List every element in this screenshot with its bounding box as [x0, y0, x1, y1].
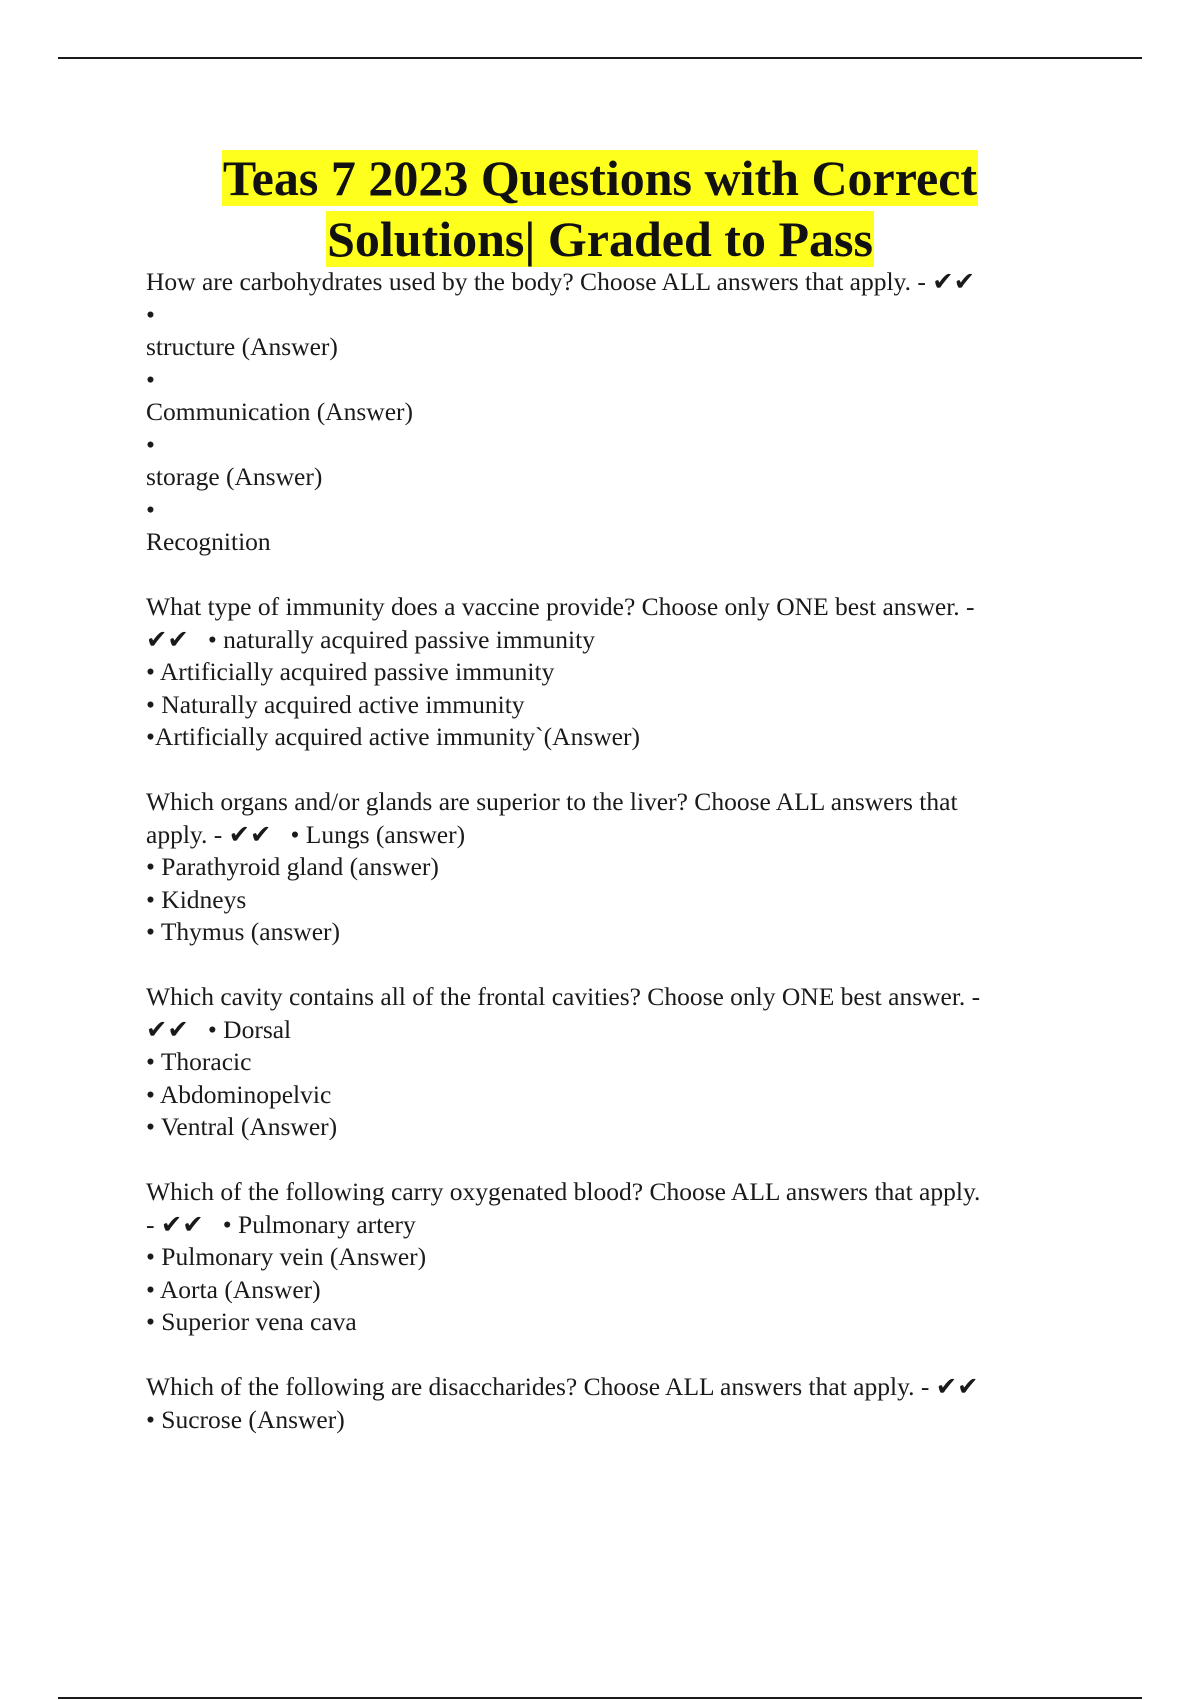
bullet-marker: •: [146, 429, 155, 459]
question-text: What type of immunity does a vaccine provide? Choose only ONE best answer. -: [146, 592, 975, 621]
answer-option: • Thymus (answer): [146, 917, 341, 946]
answer-option: • Superior vena cava: [146, 1307, 357, 1336]
question-block: [146, 786, 1086, 949]
answer-option: • Kidneys: [146, 884, 247, 914]
answer-option: • Parathyroid gland (answer): [146, 852, 439, 881]
answer-option: • Thoracic: [146, 1047, 252, 1076]
answer-option: • Sucrose (Answer): [146, 1404, 345, 1434]
answer-option: •Artificially acquired active immunity`(Answer): [146, 722, 640, 751]
question-block: [146, 1371, 1086, 1436]
title-line-2: Solutions| Graded to Pass: [327, 211, 873, 267]
spacer: [146, 559, 1086, 592]
bullet-marker: •: [146, 494, 155, 524]
question-text: Which cavity contains all of the frontal cavities? Choose only ONE best answer. -: [146, 982, 981, 1011]
question-block: [146, 591, 1086, 754]
spacer: [146, 754, 1086, 787]
answer-option: • Ventral (Answer): [146, 1112, 338, 1141]
answer-option: • Naturally acquired active immunity: [146, 689, 525, 719]
title-line-1: Teas 7 2023 Questions with Correct: [222, 150, 978, 206]
answer-option: - ✔✔ • Pulmonary artery: [146, 1209, 416, 1239]
question-text: Which of the following are disaccharides? Choose ALL answers that apply. - ✔✔: [146, 1372, 979, 1401]
question-list: [146, 266, 1086, 1436]
answer-option: • Abdominopelvic: [146, 1079, 332, 1109]
document-title: [0, 148, 1200, 270]
bottom-rule: [58, 1697, 1142, 1699]
bullet-marker: •: [146, 364, 155, 394]
spacer: [146, 1144, 1086, 1177]
answer-option: Communication (Answer): [146, 397, 413, 426]
spacer: [146, 949, 1086, 982]
top-rule: [58, 57, 1142, 59]
question-text: How are carbohydrates used by the body? Choose ALL answers that apply. - ✔✔: [146, 267, 975, 296]
answer-option: structure (Answer): [146, 332, 338, 361]
question-block: [146, 1176, 1086, 1339]
answer-option: apply. - ✔✔ • Lungs (answer): [146, 819, 466, 849]
question-text: Which of the following carry oxygenated blood? Choose ALL answers that apply.: [146, 1177, 981, 1206]
answer-option: ✔✔ • Dorsal: [146, 1014, 292, 1044]
answer-option: • Aorta (Answer): [146, 1274, 321, 1304]
question-block: [146, 981, 1086, 1144]
answer-option: Recognition: [146, 527, 271, 556]
answer-option: • Artificially acquired passive immunity: [146, 657, 555, 686]
question-block: [146, 266, 1086, 559]
answer-option: storage (Answer): [146, 462, 323, 491]
answer-option: • Pulmonary vein (Answer): [146, 1242, 427, 1271]
answer-option: ✔✔ • naturally acquired passive immunity: [146, 624, 595, 654]
bullet-marker: •: [146, 299, 155, 329]
spacer: [146, 1339, 1086, 1372]
question-text: Which organs and/or glands are superior to the liver? Choose ALL answers that: [146, 787, 958, 816]
